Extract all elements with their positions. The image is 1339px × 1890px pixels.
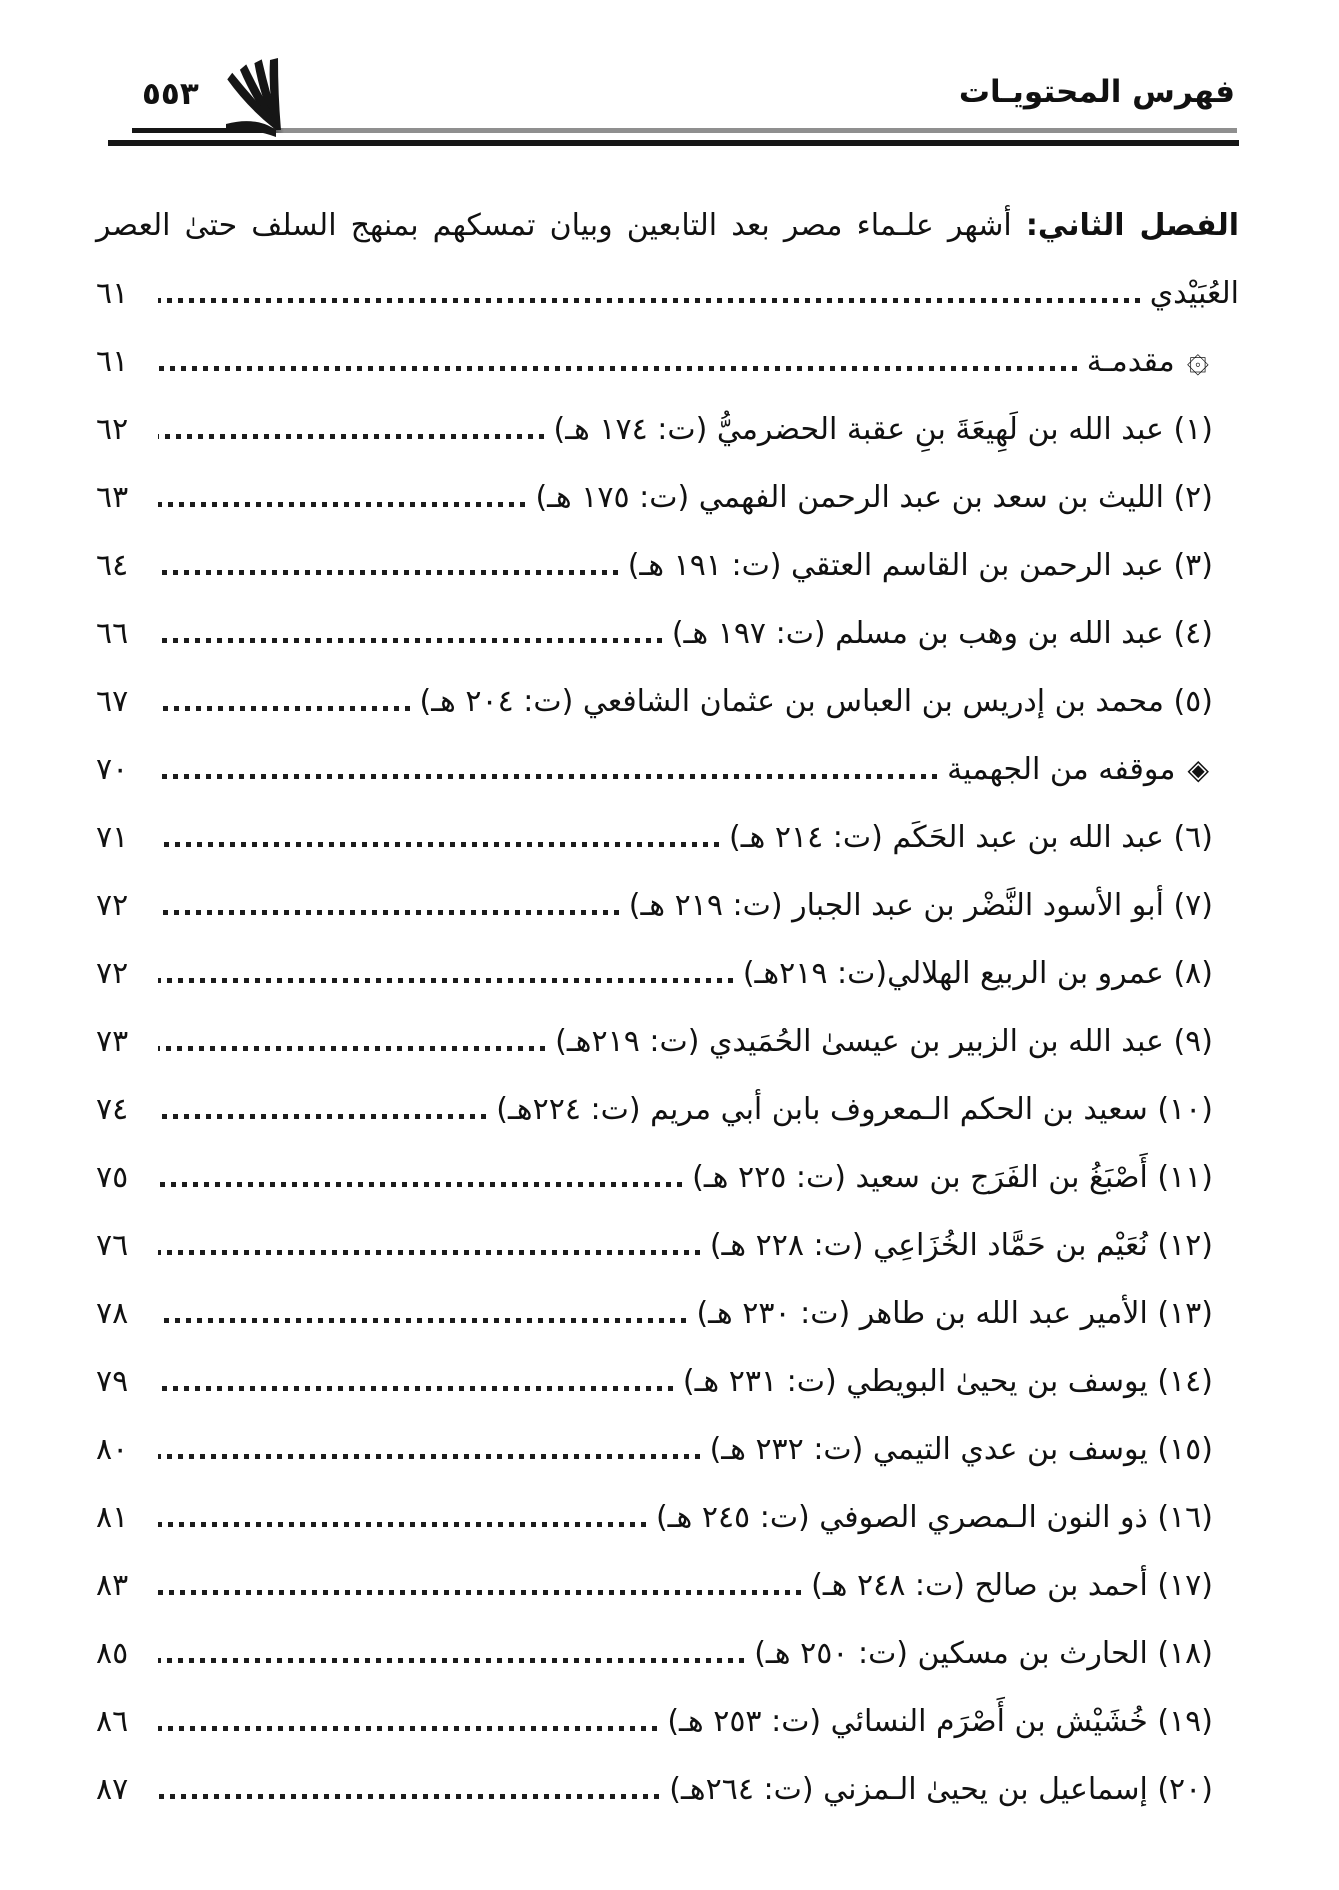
entry-label: (١٨) الحارث بن مسكين (ت: ٢٥٠ هـ) — [754, 1636, 1213, 1671]
dotted-leader — [158, 978, 733, 983]
toc-entry — [96, 600, 1239, 668]
toc-entry — [96, 1416, 1239, 1484]
page-number: ٥٥٣ — [142, 76, 199, 112]
entry-page-number: ٨٣ — [96, 1568, 129, 1603]
entry-label: (٤) عبد الله بن وهب بن مسلم (ت: ١٩٧ هـ) — [671, 616, 1213, 651]
dotted-leader — [158, 1658, 744, 1663]
entry-label: (١٩) خُشَيْش بن أَصْرَم النسائي (ت: ٢٥٣ هـ) — [667, 1704, 1213, 1739]
dotted-leader — [158, 570, 618, 575]
entry-label: (٢٠) إسماعيل بن يحيىٰ الـمزني (ت: ٢٦٤هـ) — [669, 1772, 1213, 1807]
toc-entry: ◈ موقفه من الجهمية ٧٠ — [96, 736, 1239, 804]
dotted-leader — [158, 1522, 646, 1527]
entry-label: (١٥) يوسف بن عدي التيمي (ت: ٢٣٢ هـ) — [709, 1432, 1213, 1467]
entry-label: (١٦) ذو النون الـمصري الصوفي (ت: ٢٤٥ هـ) — [655, 1500, 1213, 1535]
chapter-title-text: أشهر علـماء مصر بعد التابعين وبيان تمسكهم بمنهج السلف حتىٰ العصر — [96, 208, 1026, 243]
chapter-continuation-label: العُبَيْدي — [1149, 276, 1239, 311]
dotted-leader — [158, 1386, 673, 1391]
chapter-title-line — [96, 192, 1239, 260]
dotted-leader — [158, 366, 1077, 371]
entry-label: (٣) عبد الرحمن بن القاسم العتقي (ت: ١٩١ هـ) — [627, 548, 1213, 583]
dotted-leader — [158, 1454, 700, 1459]
entry-label: (٨) عمرو بن الربيع الهلالي(ت: ٢١٩هـ) — [742, 956, 1213, 991]
entry-page-number: ٧٠ — [96, 752, 129, 787]
entry-label: (٥) محمد بن إدريس بن العباس بن عثمان الشافعي (ت: ٢٠٤ هـ) — [419, 684, 1213, 719]
entry-label: (١٠) سعيد بن الحكم الـمعروف بابن أبي مريم (ت: ٢٢٤هـ) — [496, 1092, 1213, 1127]
entry-label: (١٧) أحمد بن صالح (ت: ٢٤٨ هـ) — [811, 1568, 1213, 1603]
dotted-leader — [158, 298, 1140, 303]
chapter-page-number: ٦١ — [96, 276, 129, 311]
entry-page-number: ٨٥ — [96, 1636, 129, 1671]
dotted-leader — [158, 1590, 801, 1595]
dotted-leader — [158, 706, 410, 711]
entry-page-number: ٧٨ — [96, 1296, 129, 1331]
header-rule-thin — [132, 128, 1237, 133]
chapter-label: الفصل الثاني: — [1025, 208, 1239, 243]
entry-page-number: ٦٣ — [96, 480, 129, 515]
dotted-leader — [158, 1250, 700, 1255]
toc-entry — [96, 1008, 1239, 1076]
entry-page-number: ٨٧ — [96, 1772, 129, 1807]
entry-label: (٦) عبد الله بن عبد الحَكَم (ت: ٢١٤ هـ) — [728, 820, 1213, 855]
entry-page-number: ٧١ — [96, 820, 129, 855]
entry-page-number: ٨٦ — [96, 1704, 129, 1739]
entry-label: مقدمـة — [1086, 344, 1175, 379]
toc-entry — [96, 1756, 1239, 1824]
entry-page-number: ٦٦ — [96, 616, 129, 651]
entry-page-number: ٧٥ — [96, 1160, 129, 1195]
dotted-leader — [158, 1046, 545, 1051]
dotted-leader — [158, 774, 937, 779]
entry-label: موقفه من الجهمية — [947, 752, 1176, 787]
dotted-leader — [158, 1794, 659, 1799]
toc-entry — [96, 1076, 1239, 1144]
dotted-leader — [158, 1726, 657, 1731]
toc-entry — [96, 1552, 1239, 1620]
toc-entry — [96, 1280, 1239, 1348]
header-title: فهرس المحتويـات — [958, 74, 1235, 110]
entry-label: (١٢) نُعَيْم بن حَمَّاد الخُزَاعِي (ت: ٢٢٨ هـ) — [709, 1228, 1213, 1263]
dotted-leader — [158, 1318, 686, 1323]
dotted-leader — [158, 434, 544, 439]
toc-entry — [96, 1688, 1239, 1756]
table-of-contents — [96, 192, 1239, 1824]
entry-page-number: ٦٧ — [96, 684, 129, 719]
entry-label: (١) عبد الله بن لَهِيعَةَ بنِ عقبة الحضرميُّ (ت: ١٧٤ هـ) — [553, 412, 1213, 447]
toc-entry — [96, 940, 1239, 1008]
toc-entries — [96, 328, 1239, 1824]
entry-page-number: ٧٢ — [96, 956, 129, 991]
book-pages-icon — [226, 50, 284, 142]
entry-page-number: ٦٤ — [96, 548, 129, 583]
toc-entry — [96, 532, 1239, 600]
toc-entry — [96, 1348, 1239, 1416]
entry-page-number: ٦١ — [96, 344, 129, 379]
dotted-leader — [158, 910, 619, 915]
entry-page-number: ٨٠ — [96, 1432, 129, 1467]
toc-entry: ۞ مقدمـة ٦١ — [96, 328, 1239, 396]
entry-page-number: ٧٤ — [96, 1092, 129, 1127]
entry-page-number: ٧٦ — [96, 1228, 129, 1263]
entry-page-number: ٧٢ — [96, 888, 129, 923]
toc-entry — [96, 1212, 1239, 1280]
toc-entry — [96, 668, 1239, 736]
dotted-leader — [158, 638, 662, 643]
entry-page-number: ٦٢ — [96, 412, 129, 447]
entry-page-number: ٧٩ — [96, 1364, 129, 1399]
entry-label: (٩) عبد الله بن الزبير بن عيسىٰ الحُمَيدي (ت: ٢١٩هـ) — [555, 1024, 1213, 1059]
toc-entry — [96, 804, 1239, 872]
toc-entry — [96, 1484, 1239, 1552]
dotted-leader — [158, 1182, 682, 1187]
toc-entry — [96, 1620, 1239, 1688]
toc-entry — [96, 396, 1239, 464]
entry-label: (١٤) يوسف بن يحيىٰ البويطي (ت: ٢٣١ هـ) — [682, 1364, 1213, 1399]
entry-page-number: ٨١ — [96, 1500, 129, 1535]
entry-label: (١٣) الأمير عبد الله بن طاهر (ت: ٢٣٠ هـ) — [696, 1296, 1213, 1331]
entry-label: (٧) أبو الأسود النَّضْر بن عبد الجبار (ت: ٢١٩ هـ) — [628, 888, 1213, 923]
dotted-leader — [158, 842, 719, 847]
entry-label: (١١) أَصْبَغُ بن الفَرَج بن سعيد (ت: ٢٢٥ هـ) — [692, 1160, 1213, 1195]
entry-page-number: ٧٣ — [96, 1024, 129, 1059]
dotted-leader — [158, 502, 525, 507]
chapter-continuation-row — [96, 260, 1239, 328]
toc-entry — [96, 872, 1239, 940]
page-header — [96, 58, 1239, 146]
dotted-leader — [158, 1114, 486, 1119]
toc-entry — [96, 464, 1239, 532]
entry-label: (٢) الليث بن سعد بن عبد الرحمن الفهمي (ت: ١٧٥ هـ) — [535, 480, 1213, 515]
toc-entry — [96, 1144, 1239, 1212]
